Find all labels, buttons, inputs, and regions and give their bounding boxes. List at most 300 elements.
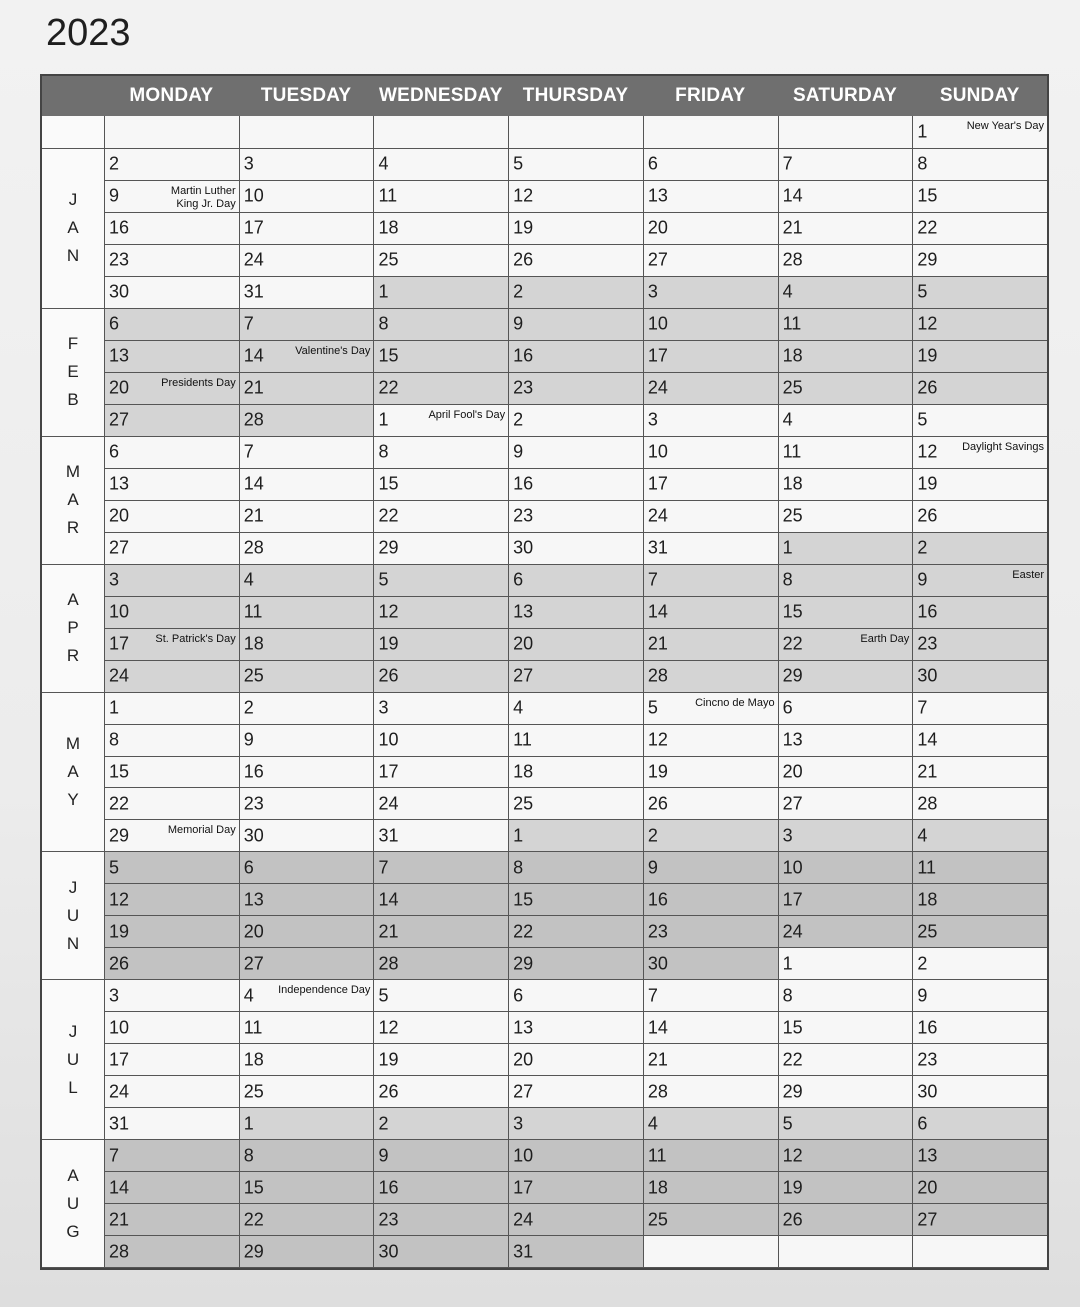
day-number: 14 (243, 345, 264, 366)
day-number: 24 (647, 377, 668, 398)
week-row (105, 277, 1047, 308)
month-block (42, 693, 1047, 853)
day-number: 14 (378, 889, 399, 910)
day-number: 25 (243, 665, 264, 686)
day-number: 7 (647, 569, 658, 590)
day-number: 19 (378, 1049, 399, 1070)
day-cell (779, 1108, 914, 1139)
day-number: 29 (782, 1081, 803, 1102)
day-number: 9 (109, 185, 120, 206)
day-cell (374, 277, 509, 308)
day-number: 14 (782, 185, 803, 206)
day-cell (105, 1236, 240, 1267)
day-number: 21 (243, 377, 264, 398)
day-cell (240, 1012, 375, 1043)
day-cell (779, 1236, 914, 1267)
day-number: 1 (109, 697, 120, 718)
header-label-spacer (42, 76, 104, 116)
day-cell (779, 757, 914, 788)
week-row (105, 1236, 1047, 1267)
month-label (42, 1140, 105, 1267)
day-cell (644, 373, 779, 404)
day-cell (374, 437, 509, 468)
day-cell (644, 149, 779, 180)
day-number: 30 (243, 825, 264, 846)
day-number: 23 (109, 249, 130, 270)
week-row (105, 788, 1047, 820)
day-cell-empty (240, 116, 375, 148)
day-cell (240, 948, 375, 979)
day-number: 21 (647, 633, 668, 654)
day-cell (644, 757, 779, 788)
calendar-grid (40, 74, 1049, 1270)
day-number: 10 (647, 441, 668, 462)
day-cell (644, 469, 779, 500)
month-label (42, 437, 105, 564)
day-cell (105, 1140, 240, 1171)
day-cell (105, 948, 240, 979)
day-number: 2 (243, 697, 254, 718)
day-number: 13 (782, 729, 803, 750)
week-row (105, 1204, 1047, 1236)
day-number: 14 (917, 729, 938, 750)
day-cell (509, 693, 644, 724)
day-number: 23 (647, 921, 668, 942)
day-cell (105, 693, 240, 724)
day-number: 30 (513, 537, 534, 558)
day-cell (644, 629, 779, 660)
week-row (105, 820, 1047, 851)
day-cell (509, 629, 644, 660)
day-number: 4 (378, 153, 389, 174)
day-cell (644, 948, 779, 979)
day-cell (105, 980, 240, 1011)
day-number: 9 (513, 313, 524, 334)
day-cell (644, 1044, 779, 1075)
day-number: 27 (782, 793, 803, 814)
week-row (105, 1140, 1047, 1172)
day-cell (374, 725, 509, 756)
day-number: 4 (243, 985, 254, 1006)
day-cell (913, 1044, 1047, 1075)
day-number: 7 (917, 697, 928, 718)
day-cell (644, 309, 779, 340)
day-number: 12 (378, 601, 399, 622)
day-cell (509, 341, 644, 372)
day-cell (644, 1204, 779, 1235)
day-number: 5 (917, 409, 928, 430)
day-number: 3 (647, 409, 658, 430)
day-cell (374, 820, 509, 851)
day-number: 25 (917, 921, 938, 942)
day-cell (913, 725, 1047, 756)
day-number: 9 (378, 1145, 389, 1166)
day-cell (913, 948, 1047, 979)
month-label (42, 980, 105, 1139)
day-number: 31 (513, 1241, 534, 1262)
day-cell (374, 1012, 509, 1043)
day-number: 7 (782, 153, 793, 174)
weeks (105, 1140, 1047, 1267)
day-cell (509, 277, 644, 308)
day-number: 5 (378, 985, 389, 1006)
day-number: 10 (647, 313, 668, 334)
day-number: 13 (109, 473, 130, 494)
day-number: 18 (917, 889, 938, 910)
day-number: 20 (782, 761, 803, 782)
day-cell (240, 341, 375, 372)
day-number: 16 (513, 473, 534, 494)
day-cell (644, 597, 779, 628)
day-cell (644, 693, 779, 724)
day-cell (913, 597, 1047, 628)
weeks (105, 693, 1047, 852)
day-cell (240, 1076, 375, 1107)
day-cell (779, 533, 914, 564)
day-number: 24 (378, 793, 399, 814)
month-label (42, 852, 105, 979)
day-number: 10 (378, 729, 399, 750)
week-row (105, 1172, 1047, 1204)
week-row (105, 149, 1047, 181)
day-number: 8 (917, 153, 928, 174)
day-cell (779, 1140, 914, 1171)
day-cell (240, 1172, 375, 1203)
day-cell (374, 533, 509, 564)
day-number: 27 (513, 1081, 534, 1102)
holiday-label: Valentine's Day (295, 344, 371, 357)
day-cell (779, 852, 914, 883)
day-cell (240, 884, 375, 915)
day-number: 10 (782, 857, 803, 878)
day-cell (240, 149, 375, 180)
day-number: 17 (243, 217, 264, 238)
month-letter: L (68, 1077, 78, 1097)
day-number: 28 (378, 953, 399, 974)
day-number: 23 (513, 377, 534, 398)
week-row (105, 1108, 1047, 1139)
day-cell (644, 820, 779, 851)
week-row (105, 373, 1047, 405)
day-number: 16 (917, 601, 938, 622)
day-number: 22 (243, 1209, 264, 1230)
day-number: 28 (243, 409, 264, 430)
day-number: 7 (378, 857, 389, 878)
day-cell (779, 149, 914, 180)
day-number: 3 (378, 697, 389, 718)
day-cell (374, 373, 509, 404)
day-cell (779, 437, 914, 468)
day-cell (240, 1044, 375, 1075)
week-row (105, 181, 1047, 213)
week-row (105, 1044, 1047, 1076)
day-number: 22 (513, 921, 534, 942)
day-cell (644, 501, 779, 532)
day-number: 20 (109, 377, 130, 398)
holiday-label: Easter (1012, 568, 1045, 581)
day-cell (913, 820, 1047, 851)
day-number: 5 (782, 1113, 793, 1134)
day-number: 23 (243, 793, 264, 814)
day-number: 6 (647, 153, 658, 174)
day-number: 5 (647, 697, 658, 718)
day-number: 2 (513, 281, 524, 302)
day-number: 1 (378, 409, 389, 430)
day-cell (374, 884, 509, 915)
day-cell (105, 533, 240, 564)
day-cell (913, 533, 1047, 564)
day-cell (105, 916, 240, 947)
day-number: 30 (917, 665, 938, 686)
day-number: 20 (513, 633, 534, 654)
day-number: 22 (109, 793, 130, 814)
day-number: 22 (378, 377, 399, 398)
day-number: 4 (782, 281, 793, 302)
week-row (105, 597, 1047, 629)
day-number: 6 (513, 569, 524, 590)
day-number: 17 (109, 633, 130, 654)
day-cell (374, 341, 509, 372)
day-cell (105, 245, 240, 276)
day-cell (374, 149, 509, 180)
day-number: 18 (782, 473, 803, 494)
day-cell (105, 1108, 240, 1139)
day-number: 23 (513, 505, 534, 526)
day-cell (644, 1236, 779, 1267)
day-number: 5 (513, 153, 524, 174)
day-cell (509, 373, 644, 404)
holiday-label: Memorial Day (167, 824, 236, 837)
day-cell (240, 661, 375, 692)
day-number: 19 (917, 473, 938, 494)
day-cell (644, 405, 779, 436)
month-letter: U (66, 1049, 80, 1069)
week-row (105, 565, 1047, 597)
day-number: 18 (243, 1049, 264, 1070)
day-number: 31 (378, 825, 399, 846)
day-cell (105, 1204, 240, 1235)
day-cell (913, 980, 1047, 1011)
day-cell (913, 309, 1047, 340)
day-cell (779, 1204, 914, 1235)
day-number: 2 (647, 825, 658, 846)
day-number: 17 (109, 1049, 130, 1070)
month-letter: R (66, 646, 80, 666)
day-cell (913, 629, 1047, 660)
day-number: 10 (243, 185, 264, 206)
day-number: 11 (917, 857, 936, 878)
day-number: 15 (378, 345, 399, 366)
month-letter: N (66, 246, 80, 266)
day-number: 3 (109, 985, 120, 1006)
day-number: 13 (647, 185, 668, 206)
day-cell (644, 341, 779, 372)
day-number: 19 (109, 921, 130, 942)
day-cell (779, 277, 914, 308)
day-number: 9 (647, 857, 658, 878)
day-number: 24 (109, 1081, 130, 1102)
day-cell-empty (374, 116, 509, 148)
holiday-label: April Fool's Day (428, 408, 506, 421)
month-letter: U (66, 905, 80, 925)
day-cell (509, 1012, 644, 1043)
day-number: 8 (513, 857, 524, 878)
day-number: 15 (782, 1017, 803, 1038)
day-number: 13 (513, 1017, 534, 1038)
day-cell (374, 1236, 509, 1267)
day-number: 3 (243, 153, 254, 174)
month-letter: P (67, 618, 79, 638)
day-cell (240, 1204, 375, 1235)
year-title: 2023 (46, 12, 131, 54)
day-cell-jan-1 (913, 116, 1047, 148)
day-cell (509, 181, 644, 212)
month-letter: A (67, 761, 79, 781)
weekday-monday: MONDAY (129, 85, 214, 106)
day-number: 15 (243, 1177, 264, 1198)
weekday-tuesday: TUESDAY (260, 85, 352, 106)
day-cell (240, 1236, 375, 1267)
day-cell (644, 916, 779, 947)
day-number: 8 (378, 313, 389, 334)
holiday-label: New Year's Day (966, 120, 1045, 132)
day-number: 24 (647, 505, 668, 526)
day-cell (913, 213, 1047, 244)
day-cell (509, 1172, 644, 1203)
day-number: 21 (243, 505, 264, 526)
day-number: 3 (513, 1113, 524, 1134)
day-number: 22 (782, 633, 803, 654)
week-row (105, 852, 1047, 884)
day-number: 11 (378, 185, 398, 206)
day-number: 5 (109, 857, 120, 878)
day-number: 14 (109, 1177, 130, 1198)
day-cell (374, 181, 509, 212)
day-cell (509, 437, 644, 468)
day-cell (240, 1108, 375, 1139)
day-number: 1 (782, 537, 793, 558)
day-number: 8 (782, 985, 793, 1006)
day-number: 19 (647, 761, 668, 782)
day-cell (779, 309, 914, 340)
day-number: 1 (782, 953, 793, 974)
day-number: 24 (782, 921, 803, 942)
day-cell (509, 1236, 644, 1267)
day-number: 29 (109, 825, 130, 846)
day-cell (240, 277, 375, 308)
day-cell (509, 1076, 644, 1107)
week-row (105, 245, 1047, 277)
day-cell (779, 341, 914, 372)
day-number: 14 (647, 1017, 668, 1038)
day-number: 17 (647, 473, 668, 494)
day-number: 11 (513, 729, 532, 750)
weeks (105, 437, 1047, 564)
day-number: 25 (782, 377, 803, 398)
day-cell (644, 565, 779, 596)
week-row (105, 916, 1047, 948)
month-block (42, 437, 1047, 565)
day-number: 11 (782, 441, 802, 462)
day-cell (105, 277, 240, 308)
month-letter: J (68, 877, 78, 897)
day-number: 26 (513, 249, 534, 270)
day-cell (240, 469, 375, 500)
day-cell (240, 916, 375, 947)
day-number: 30 (378, 1241, 399, 1262)
day-cell (509, 757, 644, 788)
day-number: 6 (513, 985, 524, 1006)
month-letter: J (68, 1021, 78, 1041)
day-cell (779, 661, 914, 692)
day-number: 25 (782, 505, 803, 526)
month-label (42, 309, 105, 436)
day-number: 3 (109, 569, 120, 590)
day-number: 10 (109, 1017, 130, 1038)
week-row (105, 341, 1047, 373)
day-cell (374, 213, 509, 244)
day-number: 2 (109, 153, 120, 174)
day-cell (374, 597, 509, 628)
day-cell (105, 181, 240, 212)
weeks (105, 309, 1047, 436)
day-cell (913, 1204, 1047, 1235)
day-number: 1 (243, 1113, 254, 1134)
day-number: 26 (109, 953, 130, 974)
day-number: 2 (378, 1113, 389, 1134)
day-cell (105, 1172, 240, 1203)
holiday-label: Daylight Savings (962, 440, 1045, 453)
day-number: 29 (378, 537, 399, 558)
month-block (42, 565, 1047, 693)
day-cell (913, 437, 1047, 468)
day-number: 16 (378, 1177, 399, 1198)
day-cell (374, 1108, 509, 1139)
day-cell (105, 213, 240, 244)
day-number: 14 (647, 601, 668, 622)
day-cell (644, 1140, 779, 1171)
first-row-label-spacer (42, 116, 105, 148)
week-row (105, 309, 1047, 341)
day-cell (913, 884, 1047, 915)
day-cell (913, 661, 1047, 692)
day-cell (105, 405, 240, 436)
week-row (105, 693, 1047, 725)
month-letter: N (66, 933, 80, 953)
weekday-saturday: SATURDAY (792, 85, 897, 106)
day-number: 27 (647, 249, 668, 270)
day-number: 16 (243, 761, 264, 782)
day-number: 11 (782, 313, 802, 334)
week-row (105, 629, 1047, 661)
day-cell (374, 1076, 509, 1107)
day-number: 8 (109, 729, 120, 750)
day-cell (913, 852, 1047, 883)
day-number: 20 (647, 217, 668, 238)
day-cell (105, 501, 240, 532)
month-letter: M (65, 733, 81, 753)
month-letter: M (65, 462, 81, 482)
day-cell (509, 1140, 644, 1171)
day-cell (374, 757, 509, 788)
weeks (105, 980, 1047, 1139)
month-label (42, 693, 105, 852)
day-cell (240, 213, 375, 244)
day-number: 28 (109, 1241, 130, 1262)
day-cell (374, 405, 509, 436)
holiday-label: St. Patrick's Day (155, 632, 236, 645)
day-cell (374, 309, 509, 340)
